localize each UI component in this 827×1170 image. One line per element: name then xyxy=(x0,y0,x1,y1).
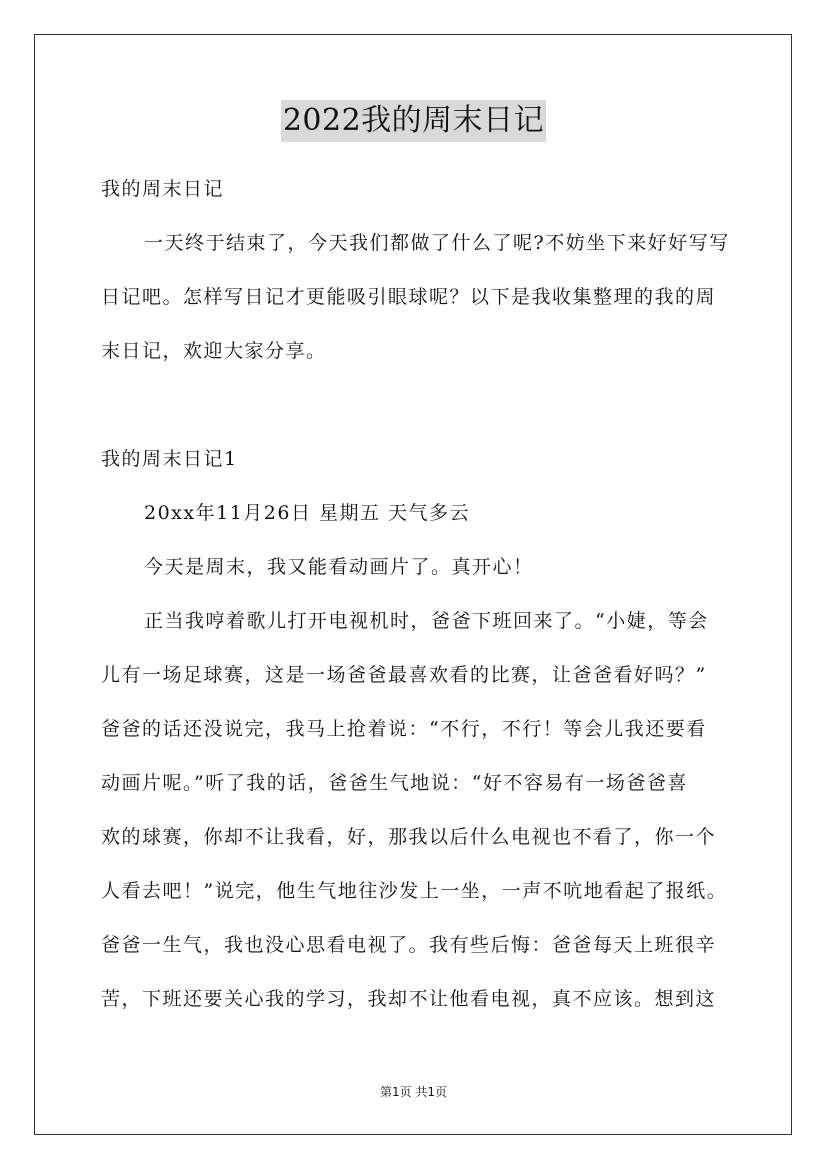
intro-line-2: 日记吧。怎样写日记才更能吸引眼球呢？以下是我收集整理的我的周 xyxy=(101,286,717,308)
date-line: 20xx年11月26日 星期五 天气多云 xyxy=(144,502,471,524)
section-heading: 我的周末日记1 xyxy=(101,448,238,470)
intro-heading: 我的周末日记 xyxy=(101,178,225,200)
title-container xyxy=(0,100,827,142)
document-title: 2022我的周末日记 xyxy=(281,100,546,142)
intro-line-1: 一天终于结束了，今天我们都做了什么了呢?不妨坐下来好好写写 xyxy=(144,232,730,254)
paragraph-2-line-8: 苦，下班还要关心我的学习，我却不让他看电视，真不应该。想到这 xyxy=(101,988,717,1010)
page-footer: 第1页 共1页 xyxy=(379,1085,448,1099)
paragraph-2-line-1: 正当我哼着歌儿打开电视机时，爸爸下班回来了。“小婕，等会 xyxy=(144,610,709,632)
paragraph-2-line-3: 爸爸的话还没说完，我马上抢着说：“不行，不行！等会儿我还要看 xyxy=(101,718,707,740)
paragraph-2-line-5: 欢的球赛，你却不让我看，好，那我以后什么电视也不看了，你一个 xyxy=(101,826,717,848)
paragraph-1: 今天是周末，我又能看动画片了。真开心！ xyxy=(144,556,534,578)
paragraph-2-line-7: 爸爸一生气，我也没心思看电视了。我有些后悔：爸爸每天上班很辛 xyxy=(101,934,717,956)
paragraph-2-line-6: 人看去吧！”说完，他生气地往沙发上一坐，一声不吭地看起了报纸。 xyxy=(101,880,728,902)
paragraph-2-line-4: 动画片呢。”听了我的话，爸爸生气地说：“好不容易有一场爸爸喜 xyxy=(101,772,688,794)
intro-line-3: 末日记，欢迎大家分享。 xyxy=(101,340,327,362)
paragraph-2-line-2: 儿有一场足球赛，这是一场爸爸最喜欢看的比赛，让爸爸看好吗？” xyxy=(101,664,707,686)
